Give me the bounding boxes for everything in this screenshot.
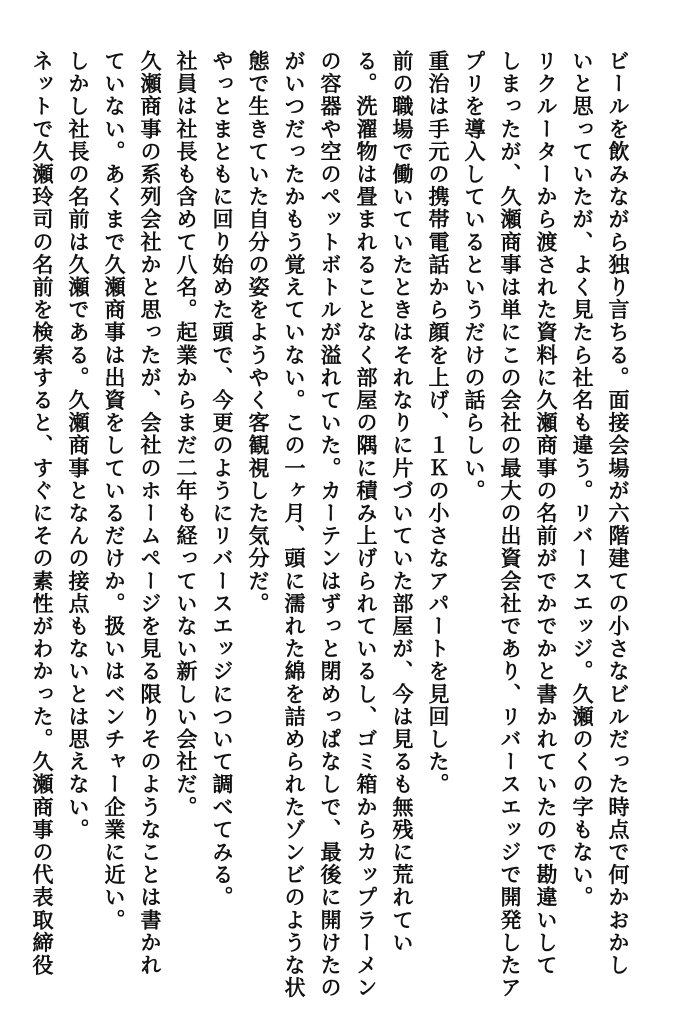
text-line: の容器や空のペットボトルが溢れていた。カーテンはずっと閉めっぱなしで、最後に開けたの bbox=[318, 50, 343, 1000]
vertical-text-body bbox=[24, 50, 636, 1000]
text-line: 態で生きていた自分の姿をようやく客観視した気分だ。 bbox=[246, 50, 271, 615]
text-line: しまったが、久瀬商事は単にこの会社の最大の出資会社であり、リバースエッジで開発したア bbox=[498, 50, 523, 1000]
text-line: がいつだったかもう覚えていない。この一ヶ月、頭に濡れた綿を詰められたゾンビのような状 bbox=[282, 50, 307, 1000]
text-line: 久瀬商事の系列会社かと思ったが、会社のホームページを見る限りそのようなことは書かれ bbox=[138, 50, 163, 977]
text-line: いと思っていたが、よく見たら社名も違う。リバースエッジ。久瀬のくの字もない。 bbox=[570, 50, 595, 909]
text-line: る。洗濯物は畳まれることなく部屋の隅に積み上げられているし、ゴミ箱からカップラーメン bbox=[354, 50, 379, 1000]
text-line: リクルーターから渡された資料に久瀬商事の名前がでかでかと書かれていたので勘違いして bbox=[534, 50, 559, 977]
text-line: ビールを飲みながら独り言ちる。面接会場が六階建ての小さなビルだった時点で何かおかし bbox=[606, 50, 631, 977]
text-line: 社員は社長も含めて八名。起業からまだ二年も経っていない新しい会社だ。 bbox=[174, 50, 199, 819]
text-line: プリを導入しているというだけの話らしい。 bbox=[462, 50, 487, 502]
text-line: ネットで久瀬玲司の名前を検索すると、すぐにその素性がわかった。久瀬商事の代表取締役 bbox=[30, 50, 55, 977]
text-line: しかし社長の名前は久瀬である。久瀬商事となんの接点もないとは思えない。 bbox=[66, 50, 91, 841]
text-line: やっとまともに回り始めた頭で、今更のようにリバースエッジについて調べてみる。 bbox=[210, 50, 235, 909]
text-line: 重治は手元の携帯電話から顔を上げ、１Ｋの小さなアパートを見回した。 bbox=[426, 50, 451, 796]
text-line: ていない。あくまで久瀬商事は出資をしているだけか。扱いはベンチャー企業に近い。 bbox=[102, 50, 127, 932]
text-line: 前の職場で働いていたときはそれなりに片づいていた部屋が、今は見るも無残に荒れてい bbox=[390, 50, 415, 954]
